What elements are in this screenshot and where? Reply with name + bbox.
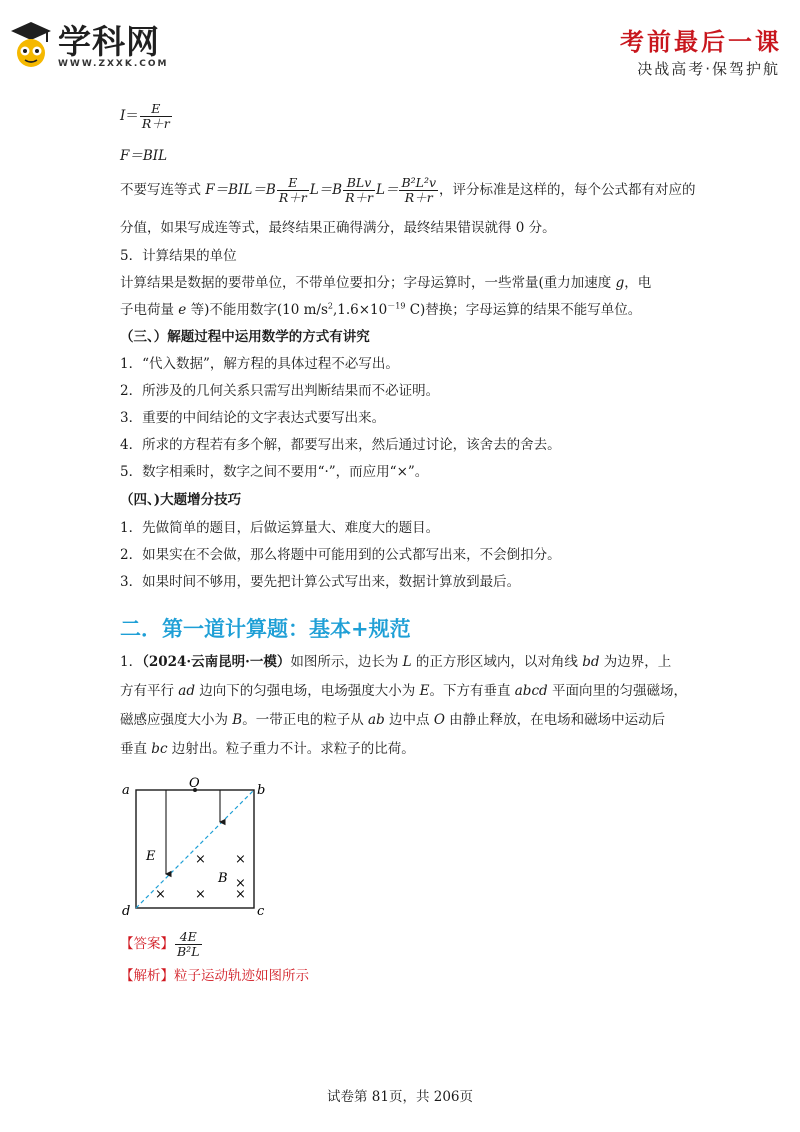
list-item: 2．所涉及的几何关系只需写出判断结果而不必证明。 — [120, 383, 440, 399]
corner-label-c: c — [257, 904, 265, 919]
answer-tag: 【答案】 — [120, 935, 174, 952]
list-item: 4．所求的方程若有多个解，都要写出来，然后通过讨论，该舍去的舍去。 — [120, 437, 561, 453]
cross-mark: × — [235, 887, 246, 902]
cross-mark: × — [235, 876, 246, 891]
question-line: 磁感应强度大小为 B。一带正电的粒子从 ab 边中点 O 由静止释放，在电场和磁场中运动后 — [120, 712, 666, 728]
list-item: 1．“代入数据”，解方程的具体过程不必写出。 — [120, 356, 399, 372]
formula-current: I＝ $\frac{E}{R+r}$ — [120, 101, 170, 131]
field-square-diagram — [118, 774, 278, 920]
list-item: 1．先做简单的题目，后做运算量大、难度大的题目。 — [120, 520, 440, 536]
analysis-line: 【解析】粒子运动轨迹如图所示 — [120, 968, 309, 984]
slogan-title: 考前最后一课 — [620, 27, 782, 56]
logo-url: WWW.ZXXK.COM — [58, 59, 169, 69]
cross-mark: × — [155, 887, 166, 902]
section-heading-math: （三、）解题过程中运用数学的方式有讲究 — [120, 329, 370, 345]
list-item: 3．如果时间不够用，要先把计算公式写出来，数据计算放到最后。 — [120, 574, 521, 590]
subsection-title: 5．计算结果的单位 — [120, 248, 237, 264]
corner-label-d: d — [122, 904, 131, 919]
page-number: 81 — [371, 1089, 389, 1105]
list-item: 5．数字相乘时，数字之间不要用“·”，而应用“×”。 — [120, 464, 429, 480]
question-line: 垂直 bc 边射出。粒子重力不计。求粒子的比荷。 — [120, 741, 415, 757]
page-footer: 试卷第 81页，共 206页 — [326, 1089, 474, 1105]
formula-chain-line: 不要写连等式 F＝BIL＝B $\frac{E}{R+r}$ L＝B $\frac{\text{BLv}}{R+r}$ L＝ $\frac{\text{B²L²v}}{R+r}$ ，评分标准是这样的，每个公式都有对应的 — [120, 175, 696, 205]
fraction-e-over-r: $\frac{E}{R+r}$ — [141, 101, 170, 131]
paragraph-text: 分值，如果写成连等式，最终结果正确得满分，最终结果错误就得 0 分。 — [120, 220, 556, 236]
answer-fraction: $\frac{4E}{\text{B²L}}$ — [177, 929, 200, 959]
page-total: 206 — [433, 1089, 460, 1105]
analysis-tag: 【解析】 — [120, 968, 174, 984]
section-heading-tips: （四、)大题增分技巧 — [120, 492, 242, 508]
corner-label-a: a — [122, 783, 130, 798]
slogan-subtitle: 决战高考·保驾护航 — [637, 60, 780, 78]
corner-label-b: b — [257, 783, 266, 798]
point-o-label: O — [189, 776, 200, 791]
cross-mark: × — [195, 887, 206, 902]
list-item: 3．重要的中间结论的文字表达式要写出来。 — [120, 410, 386, 426]
answer-line — [120, 930, 203, 959]
graduate-owl-logo-icon — [10, 20, 52, 68]
paragraph-text: 计算结果是数据的要带单位，不带单位要扣分；字母运算时，一些常量(重力加速度 g，电 — [120, 275, 652, 291]
logo-text: 学科网 — [58, 22, 160, 61]
list-item: 2．如果实在不会做，那么将题中可能用到的公式都写出来，不会倒扣分。 — [120, 547, 561, 563]
cross-mark: × — [235, 852, 246, 867]
question-source: （2024·云南昆明·一模） — [142, 654, 291, 670]
question-line: 1．（2024·云南昆明·一模）如图所示，边长为 L 的正方形区域内，以对角线 bd 为边界，上 — [120, 654, 672, 670]
formula-force: F＝BIL — [120, 148, 168, 164]
field-label-b: B — [218, 871, 228, 886]
section-two-title: 二．第一道计算题：基本+规范 — [120, 617, 411, 641]
paragraph-text: 子电荷量 e 等)不能用数字(10 $m/s^2,1.6\times 10^{-19}$ C)替换；字母运算的结果不能写单位。 — [120, 301, 642, 318]
cross-mark: × — [195, 852, 206, 867]
field-label-e: E — [146, 849, 156, 864]
page-header — [0, 0, 800, 90]
question-line: 方有平行 ad 边向下的匀强电场，电场强度大小为 E。下方有垂直 abcd 平面向里的匀强磁场， — [120, 683, 687, 699]
